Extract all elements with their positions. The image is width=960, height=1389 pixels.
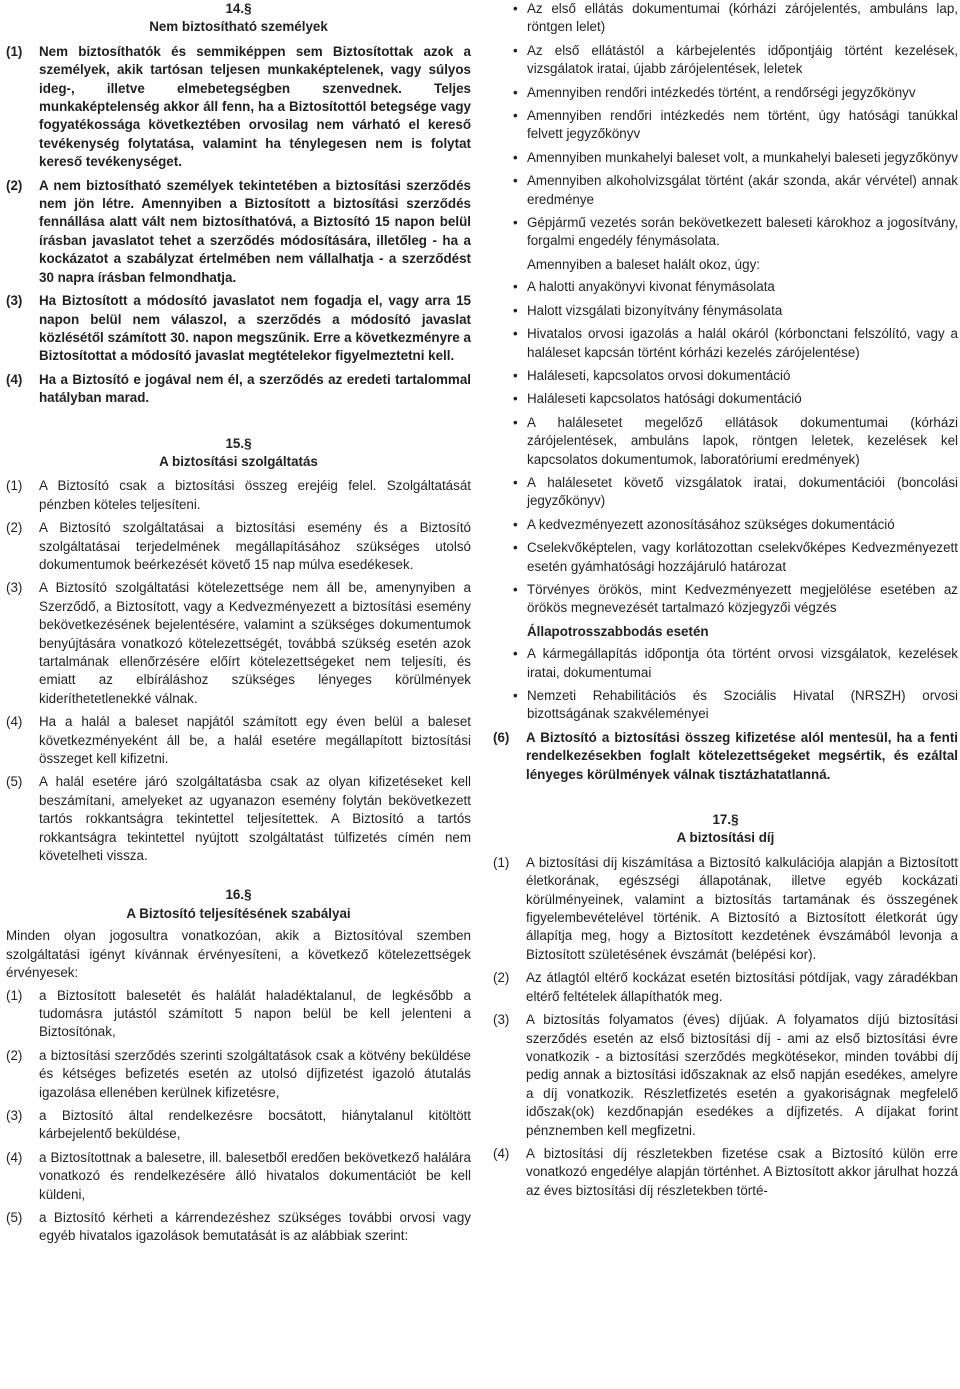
bullet-item: • Hivatalos orvosi igazolás a halál okáról (kórbonctani felszólító, vagy a haláleset kapcsán történt kórházi kezelés zárójelentése)	[513, 326, 958, 360]
list-item: (2) A nem biztosítható személyek tekintetében a biztosítási szerződés nem jön létre. Amennyiben a Biztosított a biztosítási szerződés fennállása alatt vált nem biztosíthatóvá, a Biztosító 15 napon belül írásban javaslatot tehet a szerződés módosítására, illetőleg - ha a kockázatot a szabályzat értelmében nem vállalhatja - a szerződést 30 napra írásban felmondhatja.	[6, 177, 471, 285]
list-item: (5) A halál esetére járó szolgáltatásba csak az olyan kifizetéseket kell beszámítani, amelyeket az ugyanazon esemény folytán bekövetkezett tartós rokkantságra tekintettel teljesítettek. A Biztosító a tartós rokkantságra tekintettel nyújtott szolgáltatást túlfizetés címén nem követelheti vissza.	[6, 774, 471, 864]
bullet-item: • Halott vizsgálati bizonyítvány fénymásolata	[513, 302, 783, 318]
list-item: (1) A biztosítási díj kiszámítása a Biztosító kalkulációja alapján a Biztosított életkorának, egészségi állapotának, illetve egyéb kockázati körülményeinek, valamint a biztosítás tartamának és összegének figyelembevételével történik. A Biztosító a Biztosított életkorát úgy állapítja meg, hogy a Biztosított kezdetének évszámából levonja a Biztosított születésének évszámát (belépési kor).	[493, 854, 958, 962]
section-17-number: 17.§	[712, 812, 739, 828]
bullet-item: • Amennyiben munkahelyi baleset volt, a munkahelyi baleseti jegyzőkönyv	[513, 149, 958, 165]
list-item: (4) Ha a Biztosító e jogával nem él, a szerződés az eredeti tartalommal hatályban marad.	[6, 371, 471, 406]
list-item: (3) A biztosítás folyamatos (éves) díjúak. A folyamatos díjú biztosítási szerződés esetén az első biztosítási díj - ami az első biztosítási évre vonatkozik - a biztosítási szerződés megkötésekor, minden további díj pedig annak a biztosítási időszaknak az első napján esedékes, amelyre a díj vonatkozik. Részletfizetés esetén a gyakoriságnak megfelelő időszak(ok) kezdőnapján esedékes a díjfizetés. A díjakat forint pénznemben kell megfizetni.	[493, 1012, 958, 1138]
bullet-item: • A halotti anyakönyvi kivonat fénymásolata	[513, 279, 775, 295]
bullet-item: • Az első ellátás dokumentumai (kórházi zárójelentés, ambuláns lap, röntgen lelet)	[513, 1, 958, 35]
bullet-item: • A halálesetet megelőző ellátások dokumentumai (kórházi zárójelentések, ambuláns lapok, röntgen leletek, kezelések kel kapcsolatos dokumentumok, laboratóriumi eredmények)	[513, 414, 958, 467]
section-16-intro: Minden olyan jogosultra vonatkozóan, akik a Biztosítóval szemben szolgáltatási igényt kívánnak érvényesíteni, a következő kötelezettségek érvényesek:	[6, 928, 471, 981]
bullet-item: • Az első ellátástól a kárbejelentés időpontjáig történt kezelések, vizsgálatok iratai, újabb zárójelentések, leletek	[513, 42, 958, 77]
bullet-item: • Haláleseti, kapcsolatos orvosi dokumentáció	[513, 367, 791, 383]
list-item: (6) A Biztosító a biztosítási összeg kifizetése alól mentesül, ha a fenti rendelkezésekben foglalt kötelezettségeket megsértik, és ezáltal lényeges körülmények válnak tisztázhatatlanná.	[493, 729, 958, 782]
list-item: (2) a biztosítási szerződés szerinti szolgáltatások csak a kötvény beküldése és kétséges befizetés esetén az utolsó díjfizetést igazoló átutalás igazolása ellenében kerülnek kifizetésre,	[6, 1047, 471, 1100]
bullet-item: • Cselekvőképtelen, vagy korlátozottan cselekvőképes Kedvezményezett esetén gyámhatósági hozzájáruló határozat	[513, 540, 958, 574]
section-17-title: A biztosítási díj	[676, 830, 775, 846]
list-item: (3) A Biztosító szolgáltatási kötelezettsége nem áll be, amenynyiben a Szerződő, a Biztosított, vagy a Kedvezményezett a biztosítási esemény bekövetkezésének bejelentésére, valamint a szükséges dokumentumok benyújtására vonatkozó kötelezettségét, továbbá szükség esetén azok tartalmának ellenőrzésére előírt kötelezettségeket nem teljesíti, és emiatt az elbíráláshoz szükséges lényeges körülmények kideríthetetlenekké válnak.	[6, 580, 471, 706]
list-item: (3) a Biztosító által rendelkezésre bocsátott, hiánytalanul kitöltött kárbejelentő beküldése,	[6, 1107, 471, 1142]
list-item: (4) Ha a halál a baleset napjától számított egy éven belül a baleset következményeként áll be, a halál esetére megállapított biztosítási összeget kell kifizetni.	[6, 714, 471, 767]
bullet-item: • Gépjármű vezetés során bekövetkezett baleseti károkhoz a jogosítvány, forgalmi engedély fénymásolata.	[513, 215, 958, 249]
death-intro: Amennyiben a baleset halált okoz, úgy:	[527, 256, 760, 272]
bullet-item: • Amennyiben alkoholvizsgálat történt (akár szonda, akár vérvétel) annak eredménye	[513, 173, 958, 207]
list-item: (1) A Biztosító csak a biztosítási összeg erejéig felel. Szolgáltatását pénzben köteles teljesíteni.	[6, 478, 471, 512]
section-14-title: Nem biztosítható személyek	[149, 19, 328, 35]
section-15-title: A biztosítási szolgáltatás	[159, 453, 318, 469]
bullet-item: • A kedvezményezett azonosításához szükséges dokumentáció	[513, 516, 895, 532]
list-item: (5) a Biztosító kérheti a kárrendezéshez szükséges további orvosi vagy egyéb hivatalos igazolások bemutatását is az alábbiak szerint:	[6, 1209, 471, 1244]
state-title: Állapotrosszabbodás esetén	[527, 623, 709, 639]
section-14-number: 14.§	[225, 1, 252, 16]
section-16-title: A Biztosító teljesítésének szabályai	[126, 905, 351, 921]
list-item: (4) a Biztosítottnak a balesetre, ill. balesetből eredően bekövetkező halálára vonatkozó és rendelkezésére álló hivatalos dokumentációt be kell küldeni,	[6, 1149, 471, 1202]
list-item: (1) a Biztosított balesetét és halálát haladéktalanul, de legkésőbb a tudomásra jutástól számított 5 napon belül be kell jelenteni a Biztosítónak,	[6, 987, 471, 1040]
bullet-item: • Amennyiben rendőri intézkedés történt, a rendőrségi jegyzőkönyv	[513, 84, 916, 100]
section-15-number: 15.§	[225, 435, 252, 451]
bullet-item: • Amennyiben rendőri intézkedés nem történt, úgy hatósági tanúkkal felvett jegyzőkönyv	[513, 108, 958, 142]
right-column	[493, 0, 958, 1205]
bullet-item: • Nemzeti Rehabilitációs és Szociális Hivatal (NRSZH) orvosi bizottságának szakvéleményei	[513, 688, 958, 722]
bullet-item: • Haláleseti kapcsolatos hatósági dokumentáció	[513, 391, 802, 407]
left-column	[6, 0, 471, 1251]
bullet-item: • A halálesetet követő vizsgálatok iratai, dokumentációi (boncolási jegyzőkönyv)	[513, 474, 958, 509]
list-item: (2) A Biztosító szolgáltatásai a biztosítási esemény és a Biztosító szolgáltatásai terjedelmének megállapításához szükséges utolsó dokumentumok beérkezését követő 15 nap múlva esedékesek.	[6, 520, 471, 572]
list-item: (2) Az átlagtól eltérő kockázat esetén biztosítási pótdíjak, vagy záradékban eltérő feltételek állapíthatók meg.	[493, 970, 958, 1004]
list-item: (4) A biztosítási díj részletekben fizetése csak a Biztosító külön erre vonatkozó engedélye alapján történhet. A Biztosított akkor járulhat hozzá az éves biztosítási díj részletekben törté-	[493, 1145, 958, 1198]
bullet-item: • A kármegállapítás időpontja óta történt orvosi vizsgálatok, kezelések iratai, dokumentumai	[513, 646, 958, 680]
bullet-item: • Törvényes örökös, mint Kedvezményezett megjelölése esetében az örökös megnevezését tartalmazó közjegyzői végzés	[513, 581, 958, 616]
section-16-number: 16.§	[225, 887, 252, 903]
list-item: (3) Ha Biztosított a módosító javaslatot nem fogadja el, vagy arra 15 napon belül nem válaszol, a szerződés a módosító javaslat közlésétől számított 30. napon megszűnik. Erre a következményre a Biztosítottat a módosító javaslat megtételekor figyelmeztetni kell.	[6, 293, 471, 364]
list-item: (1) Nem biztosíthatók és semmiképpen sem Biztosítottak azok a személyek, akik tartósan teljesen munkaképtelenek, vagy súlyos ideg-, illetve elmebetegségben szenvednek. Teljes munkaképtelenség akkor áll fenn, ha a Biztosítottól betegsége vagy fogyatékossága következtében orvosilag nem várható el kereső tevékenység folytatása, valamint ha ténylegesen nem is folytat kereső tevékenységet.	[6, 43, 471, 170]
